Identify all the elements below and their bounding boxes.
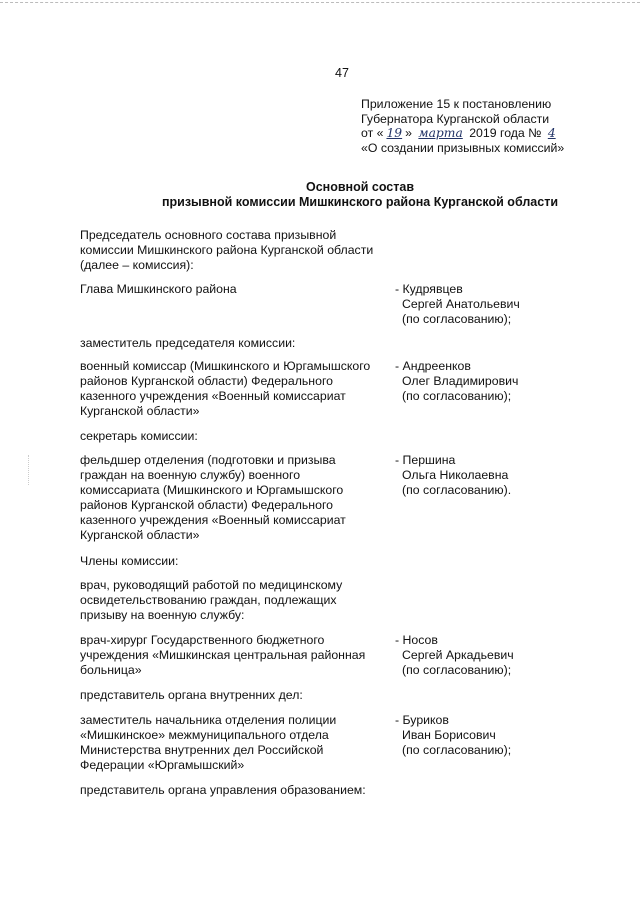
- text-line: (далее – комиссия):: [80, 258, 194, 272]
- text-line: представитель органа управления образованием:: [80, 783, 366, 797]
- police-position: [80, 713, 400, 773]
- text-line: «Мишкинское» межмуниципального отдела: [80, 728, 329, 742]
- deputy-position: [80, 359, 400, 419]
- text-line: казенного учреждения «Военный комиссариат: [80, 389, 346, 403]
- appendix-line-2: Губернатора Курганской области: [361, 111, 550, 126]
- person-surname: - Першина: [395, 453, 456, 467]
- page-number: 47: [335, 66, 349, 80]
- chairman-name: [395, 282, 635, 327]
- text-line: освидетельствованию граждан, подлежащих: [80, 593, 337, 607]
- handwritten-number: 4: [547, 126, 556, 140]
- doctor-heading: [80, 578, 400, 623]
- surgeon-name: [395, 633, 635, 678]
- text-line: призыву на военную службу:: [80, 608, 245, 622]
- title-line-2: призывной комиссии Мишкинского района Курганской области: [161, 195, 559, 209]
- person-surname: - Кудрявцев: [395, 282, 463, 296]
- person-surname: - Андреенков: [395, 359, 471, 373]
- person-note: (по согласованию);: [402, 663, 512, 677]
- text-line: военный комиссар (Мишкинского и Юргамышского: [80, 359, 371, 373]
- person-note: (по согласованию);: [402, 312, 512, 326]
- text-line: комиссии Мишкинского района Курганской области: [80, 243, 374, 257]
- text-line: Глава Мишкинского района: [80, 282, 237, 296]
- text-line: врач, руководящий работой по медицинскому: [80, 578, 343, 592]
- text-line: представитель органа внутренних дел:: [80, 688, 303, 702]
- secretary-position: [80, 453, 400, 543]
- text-line: врач-хирург Государственного бюджетного: [80, 633, 325, 647]
- appendix-line-4: «О создании призывных комиссий»: [361, 140, 565, 155]
- secretary-heading: [80, 429, 400, 444]
- text-line: комиссариата (Мишкинского и Юргамышского: [80, 483, 344, 497]
- text-line: больница»: [80, 663, 142, 677]
- deputy-name: [395, 359, 635, 404]
- text-line: казенного учреждения «Военный комиссариат: [80, 513, 346, 527]
- text-line: Курганской области»: [80, 404, 200, 418]
- date-prefix: от «: [361, 126, 384, 140]
- police-name: [395, 713, 635, 758]
- text-line: Курганской области»: [80, 528, 200, 542]
- appendix-line-1: Приложение 15 к постановлению: [361, 97, 552, 111]
- handwritten-day: 19: [386, 126, 403, 140]
- text-line: граждан на военную службу) военного: [80, 468, 301, 482]
- person-given-names: Сергей Анатольевич: [402, 297, 520, 311]
- document-title: [80, 180, 640, 210]
- education-heading: [80, 783, 400, 798]
- chairman-heading: [80, 228, 400, 273]
- secretary-name: [395, 453, 635, 498]
- text-line: Члены комиссии:: [80, 554, 179, 568]
- chairman-position: [80, 282, 400, 297]
- date-mid: »: [405, 126, 412, 140]
- members-heading: [80, 554, 400, 569]
- title-line-1: Основной состав: [305, 180, 415, 194]
- surgeon-position: [80, 633, 400, 678]
- text-line: учреждения «Мишкинская центральная районная: [80, 648, 366, 662]
- text-line: заместитель председателя комиссии:: [80, 336, 296, 350]
- text-line: районов Курганской области) Федерального: [80, 374, 333, 388]
- date-suffix: 2019 года №: [469, 126, 542, 140]
- person-note: (по согласованию);: [402, 743, 512, 757]
- person-note: (по согласованию).: [402, 483, 512, 497]
- handwritten-month: марта: [418, 126, 463, 140]
- text-line: Министерства внутренних дел Российской: [80, 743, 324, 757]
- text-line: секретарь комиссии:: [80, 429, 198, 443]
- person-given-names: Иван Борисович: [402, 728, 496, 742]
- person-note: (по согласованию);: [402, 389, 512, 403]
- appendix-date-line: [361, 126, 631, 141]
- text-line: районов Курганской области) Федерального: [80, 498, 333, 512]
- text-line: заместитель начальника отделения полиции: [80, 713, 337, 727]
- deputy-heading: [80, 336, 400, 351]
- person-surname: - Носов: [395, 633, 438, 647]
- text-line: Федерации «Юргамышский»: [80, 758, 245, 772]
- text-line: Председатель основного состава призывной: [80, 228, 337, 242]
- police-heading: [80, 688, 400, 703]
- scan-top-edge: [0, 2, 640, 4]
- person-surname: - Буриков: [395, 713, 449, 727]
- person-given-names: Олег Владимирович: [402, 374, 519, 388]
- appendix-header: [361, 97, 631, 155]
- scan-side-mark: [28, 455, 31, 485]
- text-line: фельдшер отделения (подготовки и призыва: [80, 453, 336, 467]
- person-given-names: Сергей Аркадьевич: [402, 648, 514, 662]
- person-given-names: Ольга Николаевна: [402, 468, 509, 482]
